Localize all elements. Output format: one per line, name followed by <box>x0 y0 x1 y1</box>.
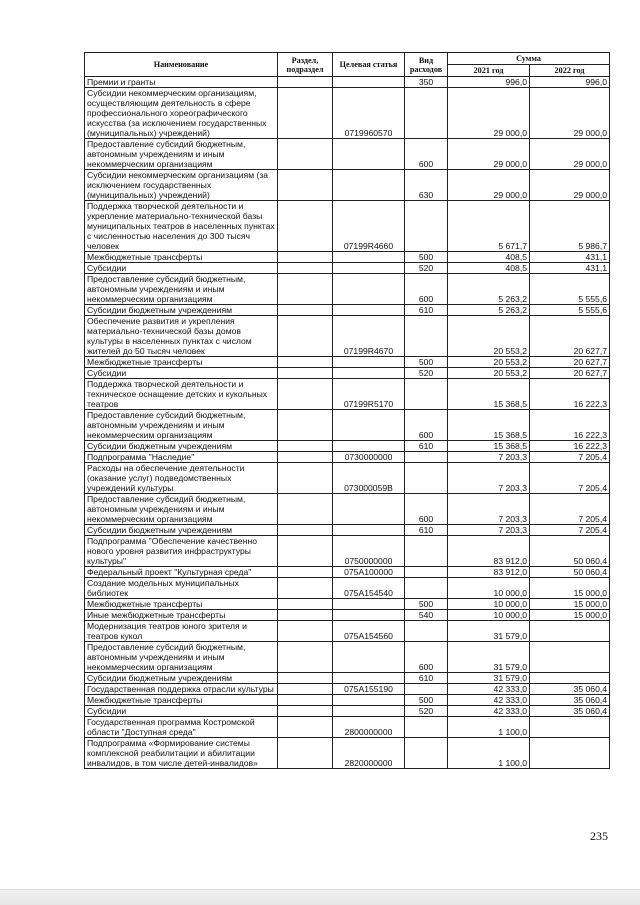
row-section-cell <box>278 525 333 536</box>
row-sum-2021-cell: 31 579,0 <box>448 673 530 684</box>
table-row <box>85 201 610 252</box>
row-section-cell <box>278 695 333 706</box>
row-section-cell <box>278 706 333 717</box>
row-section-cell <box>278 139 333 170</box>
table-row <box>85 642 610 673</box>
table-row <box>85 695 610 706</box>
row-expense-type-cell: 610 <box>405 525 448 536</box>
row-sum-2021-cell: 10 000,0 <box>448 610 530 621</box>
header-name: Наименование <box>85 53 278 77</box>
row-section-cell <box>278 673 333 684</box>
row-sum-2022-cell <box>530 621 610 642</box>
row-expense-type-cell: 540 <box>405 610 448 621</box>
row-target-article-cell: 075А155190 <box>333 684 405 695</box>
row-sum-2021-cell: 29 000,0 <box>448 139 530 170</box>
row-sum-2022-cell: 20 627,7 <box>530 357 610 368</box>
row-target-article-cell: 07199R5170 <box>333 379 405 410</box>
row-expense-type-cell: 500 <box>405 252 448 263</box>
table-row <box>85 357 610 368</box>
row-section-cell <box>278 578 333 599</box>
row-section-cell <box>278 368 333 379</box>
row-expense-type-cell: 600 <box>405 642 448 673</box>
row-sum-2021-cell: 5 263,2 <box>448 305 530 316</box>
row-name-cell: Подпрограмма "Наследие" <box>85 452 278 463</box>
row-target-article-cell: 073000059В <box>333 463 405 494</box>
row-target-article-cell <box>333 357 405 368</box>
scan-bottom-edge <box>0 889 640 905</box>
row-name-cell: Подпрограмма «Формирование системы комплексной реабилитации и абилитации инвалидов, в том числе детей-инвалидов» <box>85 738 278 769</box>
table-row <box>85 536 610 567</box>
row-target-article-cell: 2820000000 <box>333 738 405 769</box>
row-target-article-cell <box>333 610 405 621</box>
row-sum-2022-cell: 20 627,7 <box>530 316 610 357</box>
page-number: 235 <box>590 829 608 843</box>
row-expense-type-cell: 610 <box>405 441 448 452</box>
row-target-article-cell: 075А154560 <box>333 621 405 642</box>
row-name-cell: Предоставление субсидий бюджетным, автономным учреждениям и иным некоммерческим организациям <box>85 410 278 441</box>
row-section-cell <box>278 536 333 567</box>
row-name-cell: Поддержка творческой деятельности и укрепление материально-технической базы муниципальных театров в населенных пунктах с численностью населения до 300 тысяч человек <box>85 201 278 252</box>
row-expense-type-cell: 520 <box>405 368 448 379</box>
document-page <box>84 52 609 769</box>
row-sum-2022-cell: 7 205,4 <box>530 463 610 494</box>
row-target-article-cell <box>333 706 405 717</box>
row-sum-2022-cell: 16 222,3 <box>530 441 610 452</box>
row-sum-2022-cell: 29 000,0 <box>530 88 610 139</box>
row-sum-2021-cell: 31 579,0 <box>448 642 530 673</box>
row-sum-2022-cell: 20 627,7 <box>530 368 610 379</box>
row-sum-2022-cell: 35 060,4 <box>530 684 610 695</box>
table-row <box>85 599 610 610</box>
row-target-article-cell <box>333 441 405 452</box>
table-row <box>85 673 610 684</box>
row-section-cell <box>278 77 333 88</box>
row-expense-type-cell: 600 <box>405 139 448 170</box>
row-section-cell <box>278 463 333 494</box>
row-sum-2021-cell: 7 203,3 <box>448 525 530 536</box>
row-name-cell: Субсидии некоммерческим организациям, осуществляющим деятельность в сфере профессионального хореографического искусства (за исключением государственных (муниципальных) учреждений) <box>85 88 278 139</box>
table-row <box>85 88 610 139</box>
row-section-cell <box>278 610 333 621</box>
row-name-cell: Обеспечение развития и укрепления материально-технической базы домов культуры в населенных пунктах с числом жителей до 50 тысяч человек <box>85 316 278 357</box>
row-expense-type-cell: 600 <box>405 494 448 525</box>
row-target-article-cell <box>333 305 405 316</box>
table-row <box>85 274 610 305</box>
row-sum-2021-cell: 29 000,0 <box>448 88 530 139</box>
row-expense-type-cell: 520 <box>405 263 448 274</box>
row-sum-2021-cell: 7 203,3 <box>448 494 530 525</box>
row-name-cell: Государственная программа Костромской области "Доступная среда" <box>85 717 278 738</box>
table-row <box>85 463 610 494</box>
row-name-cell: Подпрограмма "Обеспечение качественно нового уровня развития инфраструктуры культуры" <box>85 536 278 567</box>
table-row <box>85 170 610 201</box>
table-row <box>85 77 610 88</box>
row-sum-2021-cell: 10 000,0 <box>448 599 530 610</box>
row-sum-2022-cell: 431,1 <box>530 263 610 274</box>
row-sum-2021-cell: 408,5 <box>448 263 530 274</box>
row-sum-2021-cell: 10 000,0 <box>448 578 530 599</box>
row-expense-type-cell <box>405 379 448 410</box>
row-sum-2021-cell: 1 100,0 <box>448 717 530 738</box>
table-row <box>85 316 610 357</box>
row-target-article-cell <box>333 642 405 673</box>
row-name-cell: Субсидии бюджетным учреждениям <box>85 441 278 452</box>
row-sum-2021-cell: 42 333,0 <box>448 695 530 706</box>
row-sum-2022-cell: 15 000,0 <box>530 610 610 621</box>
row-name-cell: Предоставление субсидий бюджетным, автономным учреждениям и иным некоммерческим организациям <box>85 494 278 525</box>
row-target-article-cell <box>333 252 405 263</box>
row-sum-2022-cell: 5 986,7 <box>530 201 610 252</box>
row-sum-2022-cell: 35 060,4 <box>530 695 610 706</box>
table-row <box>85 441 610 452</box>
table-row <box>85 379 610 410</box>
row-section-cell <box>278 494 333 525</box>
row-expense-type-cell <box>405 621 448 642</box>
table-body <box>85 77 610 769</box>
row-section-cell <box>278 717 333 738</box>
row-section-cell <box>278 263 333 274</box>
row-section-cell <box>278 357 333 368</box>
table-row <box>85 621 610 642</box>
row-sum-2022-cell <box>530 673 610 684</box>
row-target-article-cell: 075А154540 <box>333 578 405 599</box>
row-expense-type-cell <box>405 578 448 599</box>
row-section-cell <box>278 379 333 410</box>
row-target-article-cell: 0730000000 <box>333 452 405 463</box>
row-expense-type-cell: 520 <box>405 706 448 717</box>
row-sum-2022-cell <box>530 717 610 738</box>
row-sum-2021-cell: 83 912,0 <box>448 567 530 578</box>
row-section-cell <box>278 452 333 463</box>
row-target-article-cell <box>333 494 405 525</box>
row-target-article-cell <box>333 695 405 706</box>
row-sum-2022-cell: 50 060,4 <box>530 536 610 567</box>
table-row <box>85 305 610 316</box>
row-target-article-cell <box>333 368 405 379</box>
row-sum-2022-cell: 16 222,3 <box>530 410 610 441</box>
table-row <box>85 452 610 463</box>
row-name-cell: Расходы на обеспечение деятельности (оказание услуг) подведомственных учреждений культуры <box>85 463 278 494</box>
row-sum-2022-cell: 29 000,0 <box>530 139 610 170</box>
row-sum-2021-cell: 7 203,3 <box>448 452 530 463</box>
row-sum-2021-cell: 996,0 <box>448 77 530 88</box>
table-row <box>85 263 610 274</box>
row-sum-2022-cell: 5 555,6 <box>530 305 610 316</box>
row-sum-2022-cell: 29 000,0 <box>530 170 610 201</box>
row-sum-2022-cell: 15 000,0 <box>530 578 610 599</box>
table-row <box>85 368 610 379</box>
row-section-cell <box>278 738 333 769</box>
row-name-cell: Межбюджетные трансферты <box>85 252 278 263</box>
row-expense-type-cell <box>405 567 448 578</box>
row-name-cell: Предоставление субсидий бюджетным, автономным учреждениям и иным некоммерческим организациям <box>85 642 278 673</box>
row-section-cell <box>278 621 333 642</box>
table-row <box>85 410 610 441</box>
row-expense-type-cell: 500 <box>405 695 448 706</box>
row-target-article-cell: 07199R4660 <box>333 201 405 252</box>
row-expense-type-cell: 350 <box>405 77 448 88</box>
row-expense-type-cell: 500 <box>405 357 448 368</box>
row-name-cell: Межбюджетные трансферты <box>85 357 278 368</box>
row-expense-type-cell <box>405 684 448 695</box>
row-sum-2021-cell: 20 553,2 <box>448 368 530 379</box>
table-header <box>85 53 610 77</box>
table-row <box>85 578 610 599</box>
row-expense-type-cell <box>405 463 448 494</box>
row-expense-type-cell <box>405 536 448 567</box>
row-target-article-cell: 0719960570 <box>333 88 405 139</box>
row-sum-2022-cell: 15 000,0 <box>530 599 610 610</box>
row-sum-2021-cell: 42 333,0 <box>448 684 530 695</box>
row-sum-2021-cell: 408,5 <box>448 252 530 263</box>
row-section-cell <box>278 88 333 139</box>
row-sum-2022-cell: 996,0 <box>530 77 610 88</box>
row-sum-2022-cell <box>530 642 610 673</box>
row-expense-type-cell <box>405 452 448 463</box>
row-name-cell: Субсидии бюджетным учреждениям <box>85 525 278 536</box>
row-sum-2021-cell: 15 368,5 <box>448 441 530 452</box>
row-sum-2022-cell: 7 205,4 <box>530 452 610 463</box>
row-name-cell: Субсидии <box>85 263 278 274</box>
header-sum: Сумма <box>448 53 610 65</box>
row-target-article-cell <box>333 274 405 305</box>
row-sum-2021-cell: 15 368,5 <box>448 379 530 410</box>
row-expense-type-cell: 610 <box>405 673 448 684</box>
row-expense-type-cell: 610 <box>405 305 448 316</box>
row-sum-2022-cell <box>530 738 610 769</box>
row-sum-2022-cell: 16 222,3 <box>530 379 610 410</box>
row-sum-2022-cell: 7 205,4 <box>530 494 610 525</box>
row-target-article-cell <box>333 170 405 201</box>
row-name-cell: Создание модельных муниципальных библиотек <box>85 578 278 599</box>
row-sum-2021-cell: 83 912,0 <box>448 536 530 567</box>
row-name-cell: Иные межбюджетные трансферты <box>85 610 278 621</box>
row-section-cell <box>278 274 333 305</box>
row-name-cell: Межбюджетные трансферты <box>85 695 278 706</box>
table-row <box>85 252 610 263</box>
row-name-cell: Субсидии бюджетным учреждениям <box>85 305 278 316</box>
row-section-cell <box>278 441 333 452</box>
row-section-cell <box>278 305 333 316</box>
row-expense-type-cell: 600 <box>405 274 448 305</box>
row-sum-2021-cell: 5 263,2 <box>448 274 530 305</box>
row-section-cell <box>278 642 333 673</box>
table-row <box>85 684 610 695</box>
row-section-cell <box>278 252 333 263</box>
row-target-article-cell <box>333 77 405 88</box>
row-expense-type-cell: 600 <box>405 410 448 441</box>
row-target-article-cell: 2800000000 <box>333 717 405 738</box>
row-target-article-cell: 0750000000 <box>333 536 405 567</box>
row-target-article-cell <box>333 525 405 536</box>
row-name-cell: Субсидии некоммерческим организациям (за исключением государственных (муниципальных) учреждений) <box>85 170 278 201</box>
row-name-cell: Субсидии <box>85 368 278 379</box>
row-section-cell <box>278 567 333 578</box>
table-row <box>85 525 610 536</box>
header-year-2022: 2022 год <box>530 65 610 77</box>
header-expense-type: Вид расходов <box>405 53 448 77</box>
row-target-article-cell <box>333 410 405 441</box>
row-sum-2021-cell: 5 671,7 <box>448 201 530 252</box>
table-row <box>85 738 610 769</box>
header-target: Целевая статья <box>333 53 405 77</box>
row-target-article-cell <box>333 263 405 274</box>
header-section: Раздел, подраздел <box>278 53 333 77</box>
row-name-cell: Предоставление субсидий бюджетным, автономным учреждениям и иным некоммерческим организациям <box>85 139 278 170</box>
budget-table <box>84 52 610 769</box>
row-expense-type-cell <box>405 717 448 738</box>
row-sum-2022-cell: 50 060,4 <box>530 567 610 578</box>
row-target-article-cell <box>333 673 405 684</box>
header-year-2021: 2021 год <box>448 65 530 77</box>
table-row <box>85 139 610 170</box>
row-name-cell: Модернизация театров юного зрителя и театров кукол <box>85 621 278 642</box>
row-sum-2021-cell: 20 553,2 <box>448 316 530 357</box>
row-target-article-cell: 07199R4670 <box>333 316 405 357</box>
row-sum-2022-cell: 5 555,6 <box>530 274 610 305</box>
row-target-article-cell: 075А100000 <box>333 567 405 578</box>
row-expense-type-cell: 500 <box>405 599 448 610</box>
row-expense-type-cell <box>405 738 448 769</box>
table-row <box>85 567 610 578</box>
row-name-cell: Поддержка творческой деятельности и техническое оснащение детских и кукольных театров <box>85 379 278 410</box>
row-sum-2022-cell: 35 060,4 <box>530 706 610 717</box>
table-row <box>85 717 610 738</box>
row-name-cell: Государственная поддержка отрасли культуры <box>85 684 278 695</box>
row-name-cell: Межбюджетные трансферты <box>85 599 278 610</box>
row-expense-type-cell: 630 <box>405 170 448 201</box>
row-name-cell: Премии и гранты <box>85 77 278 88</box>
row-target-article-cell <box>333 599 405 610</box>
row-section-cell <box>278 410 333 441</box>
row-name-cell: Субсидии бюджетным учреждениям <box>85 673 278 684</box>
row-sum-2022-cell: 7 205,4 <box>530 525 610 536</box>
row-sum-2021-cell: 20 553,2 <box>448 357 530 368</box>
table-row <box>85 610 610 621</box>
row-sum-2022-cell: 431,1 <box>530 252 610 263</box>
row-sum-2021-cell: 31 579,0 <box>448 621 530 642</box>
row-sum-2021-cell: 15 368,5 <box>448 410 530 441</box>
row-section-cell <box>278 599 333 610</box>
row-section-cell <box>278 170 333 201</box>
row-expense-type-cell <box>405 316 448 357</box>
row-sum-2021-cell: 29 000,0 <box>448 170 530 201</box>
table-row <box>85 494 610 525</box>
row-expense-type-cell <box>405 201 448 252</box>
row-sum-2021-cell: 1 100,0 <box>448 738 530 769</box>
row-section-cell <box>278 201 333 252</box>
row-target-article-cell <box>333 139 405 170</box>
row-section-cell <box>278 316 333 357</box>
table-row <box>85 706 610 717</box>
row-name-cell: Субсидии <box>85 706 278 717</box>
row-sum-2021-cell: 7 203,3 <box>448 463 530 494</box>
row-expense-type-cell <box>405 88 448 139</box>
row-section-cell <box>278 684 333 695</box>
row-name-cell: Предоставление субсидий бюджетным, автономным учреждениям и иным некоммерческим организациям <box>85 274 278 305</box>
row-sum-2021-cell: 42 333,0 <box>448 706 530 717</box>
row-name-cell: Федеральный проект "Культурная среда" <box>85 567 278 578</box>
